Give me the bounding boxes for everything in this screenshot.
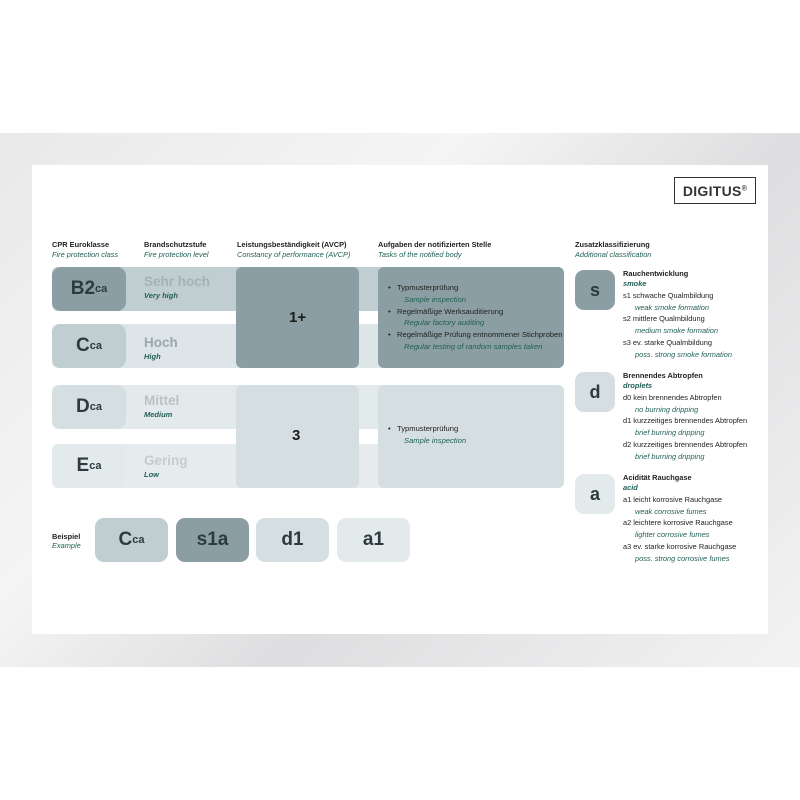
additional-item-en: medium smoke formation xyxy=(635,326,718,336)
additional-item: a1 leicht korrosive Rauchgase xyxy=(623,494,723,504)
header-tasks xyxy=(378,240,491,259)
level-de: Hoch xyxy=(144,335,178,350)
header-additional-en: Additional classification xyxy=(575,250,652,259)
level-en: Low xyxy=(144,470,159,479)
additional-item-en: brief burning dripping xyxy=(635,428,705,438)
header-level xyxy=(144,240,209,259)
additional-item-en: poss. strong corrosive fumes xyxy=(635,553,730,563)
additional-item-en: weak corrosive fumes xyxy=(635,506,707,516)
additional-item: d1 kurzzeitiges brennendes Abtropfen xyxy=(623,416,748,426)
header-level-de: Brandschutzstufe xyxy=(144,240,207,249)
additional-title: Brennendes Abtropfen xyxy=(623,371,703,380)
additional-box-acid: a xyxy=(575,474,615,514)
task-en: Regular testing of random samples taken xyxy=(404,341,543,351)
level-medium xyxy=(144,393,179,419)
level-de: Mittel xyxy=(144,393,180,408)
additional-item: s3 ev. starke Qualmbildung xyxy=(623,338,713,348)
additional-item: a3 ev. starke korrosive Rauchgase xyxy=(623,542,737,552)
class-pill-cca xyxy=(52,324,126,368)
header-avcp xyxy=(237,240,350,259)
additional-title: Acidität Rauchgase xyxy=(623,473,692,482)
additional-box-smoke: s xyxy=(575,270,615,310)
header-additional-de: Zusatzklassifizierung xyxy=(575,240,650,249)
level-en: Medium xyxy=(144,410,173,419)
header-additional xyxy=(575,240,651,259)
header-avcp-de: Leistungsbeständigkeit (AVCP) xyxy=(237,240,347,249)
class-main: D xyxy=(76,396,90,417)
class-sub: ca xyxy=(89,340,102,352)
additional-title: Rauchentwicklung xyxy=(623,269,689,278)
example-class-main: C xyxy=(118,529,133,550)
class-sub: ca xyxy=(89,460,102,472)
task-en: Sample inspection xyxy=(404,294,467,304)
example-label-de: Beispiel xyxy=(52,532,81,541)
avcp-value-1: 1+ xyxy=(289,309,307,326)
level-en: Very high xyxy=(144,291,178,300)
class-pill-eca xyxy=(52,444,126,488)
header-class-de: CPR Euroklasse xyxy=(52,240,110,249)
class-sub: ca xyxy=(95,283,108,295)
additional-item-en: weak smoke formation xyxy=(635,302,709,312)
logo-text xyxy=(683,183,747,199)
task-en: Regular factory auditing xyxy=(404,318,485,328)
class-main: C xyxy=(76,335,90,356)
header-level-en: Fire protection level xyxy=(144,250,209,259)
additional-item-en: lighter corrosive fumes xyxy=(635,530,710,540)
example-pill-acid: a1 xyxy=(337,518,410,562)
additional-acid-text xyxy=(623,472,736,565)
task-en: Sample inspection xyxy=(404,435,467,445)
example-pill-class xyxy=(95,518,168,562)
level-de: Gering xyxy=(144,453,188,468)
level-de: Sehr hoch xyxy=(144,274,211,289)
task-item xyxy=(388,329,562,353)
task-item xyxy=(388,423,466,447)
task-de: Regelmäßige Prüfung entnommener Stichproben xyxy=(397,330,563,340)
additional-item: a2 leichtere korrosive Rauchgase xyxy=(623,518,733,528)
header-tasks-de: Aufgaben der notifizierten Stelle xyxy=(378,240,492,249)
task-de: Typmusterprüfung xyxy=(397,424,459,433)
logo-registered-mark: ® xyxy=(741,184,748,192)
tasks-list-2 xyxy=(388,423,466,447)
additional-title-en: acid xyxy=(623,482,638,492)
digitus-logo xyxy=(674,177,756,204)
task-item xyxy=(388,306,562,330)
level-en: High xyxy=(144,352,161,361)
logo-name: DIGITUS xyxy=(682,182,742,199)
level-high xyxy=(144,335,178,361)
additional-item-en: no burning dripping xyxy=(635,404,699,414)
header-class-en: Fire protection class xyxy=(52,250,119,259)
class-main: B2 xyxy=(70,278,96,299)
header-tasks-en: Tasks of the notified body xyxy=(378,250,462,259)
tasks-list-1 xyxy=(388,282,562,353)
avcp-value-2: 3 xyxy=(292,427,301,444)
example-label xyxy=(52,532,81,550)
additional-item: s2 mittlere Qualmbildung xyxy=(623,314,705,324)
additional-item-en: poss. strong smoke formation xyxy=(635,349,732,359)
additional-smoke-text xyxy=(623,268,732,361)
class-sub: ca xyxy=(89,401,102,413)
additional-title-en: smoke xyxy=(623,278,647,288)
additional-droplets-text xyxy=(623,370,747,463)
header-class xyxy=(52,240,118,259)
additional-item-en: brief burning dripping xyxy=(635,451,705,461)
additional-box-droplets: d xyxy=(575,372,615,412)
example-pill-droplets: d1 xyxy=(256,518,329,562)
task-de: Typmusterprüfung xyxy=(397,283,459,292)
additional-item: d0 kein brennendes Abtropfen xyxy=(623,392,722,402)
level-very-high xyxy=(144,274,210,300)
additional-item: d2 kurzzeitiges brennendes Abtropfen xyxy=(623,440,748,450)
additional-title-en: droplets xyxy=(623,380,653,390)
level-low xyxy=(144,453,188,479)
example-pill-smoke: s1a xyxy=(176,518,249,562)
example-label-en: Example xyxy=(52,541,81,550)
task-de: Regelmäßige Werksauditierung xyxy=(397,306,504,316)
task-item xyxy=(388,282,562,306)
header-avcp-en: Constancy of performance (AVCP) xyxy=(237,250,351,259)
example-class-sub: ca xyxy=(132,534,145,546)
additional-item: s1 schwache Qualmbildung xyxy=(623,290,714,300)
class-pill-dca xyxy=(52,385,126,429)
class-main: E xyxy=(76,455,90,476)
class-pill-b2ca xyxy=(52,267,126,311)
